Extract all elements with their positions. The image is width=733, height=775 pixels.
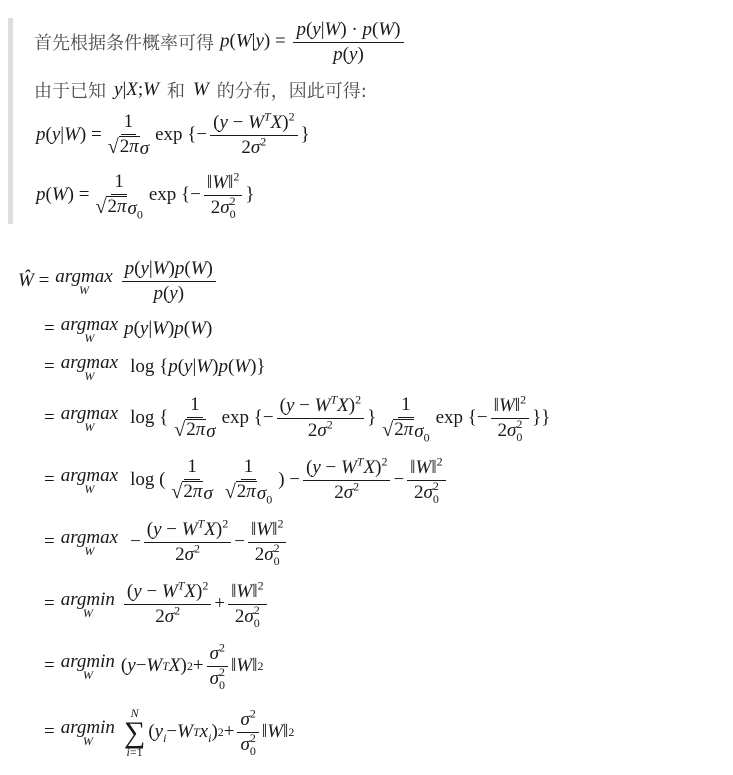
derivation-step-1: Ŵ = argmax W $\frac{p(y|W)p(W)}{p(y)}$ xyxy=(18,252,219,310)
derivation-step-6: = argmax W − $\frac{(y - W^TX)^2}{2\sigma^2}$ − $\frac{‖W‖^2}{2\sigma_0^2}$ xyxy=(44,512,289,572)
bayes-line xyxy=(34,14,407,70)
derivation-step-4: = argmax W log { 1 √ 2π σ exp {− $\frac{(y - W^TX)^2}{2\sigma^2}$ } 1 √ 2π $\sigma_0$ exp {− $\frac{‖W‖^2}{2\sigma_0^2}$ }} xyxy=(44,392,551,445)
intro-text-2b: 和 xyxy=(166,81,185,102)
intro-text-2a: 由于已知 xyxy=(34,81,106,102)
known-line: 由于已知 y|X;W 和 W 的分布，因此可得: xyxy=(34,79,367,102)
derivation-step-5: = argmax W log ( 1 √ 2π σ 1 √ 2π $\sigma_0$ ) − $\frac{(y - W^TX)^2}{2\sigma^2}$ − $\frac{‖W‖^2}{2\sigma_0^2}$ xyxy=(44,450,449,510)
likelihood-formula: p ( y | W ) = 1 √ 2π σ exp {− $\frac{(y - W^TX)^2}{2\sigma^2}$ } xyxy=(36,109,310,159)
intro-text-1: 首先根据条件概率可得 xyxy=(34,33,214,54)
derivation-step-3: = argmax W log { p ( y | W ) p ( W )} xyxy=(44,351,266,383)
bayes-formula: p(W|y) = $\frac{p(y|W) \cdot p(W)}{p(y)}$ xyxy=(220,19,407,66)
intro-text-2c: 的分布，因此可得: xyxy=(216,81,367,102)
blockquote-bar xyxy=(8,18,13,224)
derivation-step-9: = argmin W N ∑ i=1 ( $y_i$ − W T $x_i$ ) 2 + $\frac{\sigma^2}{\sigma_0^2}$ ‖ W ‖ 2 xyxy=(44,705,295,759)
derivation-step-2: = argmax W p ( y | W ) p ( W ) xyxy=(44,313,213,345)
derivation-step-7: = argmin W $\frac{(y - W^TX)^2}{2\sigma^2}$ + $\frac{‖W‖^2}{2\sigma_0^2}$ xyxy=(44,574,270,634)
derivation-step-8: = argmin W ( y − W T X ) 2 + $\frac{\sigma^2}{\sigma_0^2}$ ‖ W ‖ 2 xyxy=(44,640,264,692)
prior-formula: p ( W ) = 1 √ 2π $\sigma_0$ exp {− $\frac{‖W‖^2}{2\sigma_0^2}$ } xyxy=(36,169,255,222)
